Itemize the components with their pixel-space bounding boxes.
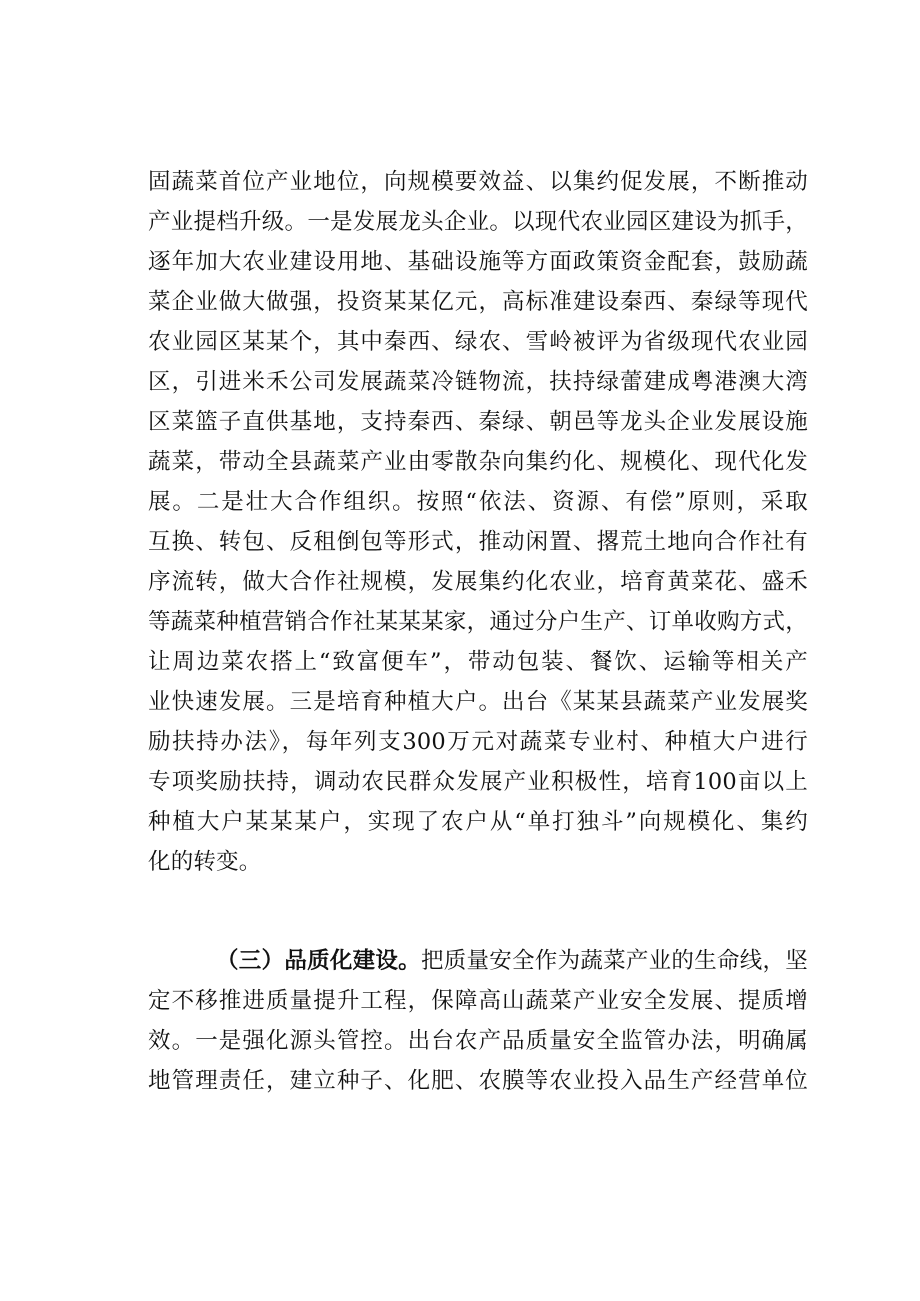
text-line: 等蔬菜种植营销合作社某某某家，通过分户生产、订单收购方式， <box>148 609 808 635</box>
text-line: 固蔬菜首位产业地位，向规模要效益、以集约促发展，不断推动 <box>148 169 808 195</box>
text-line: 逐年加大农业建设用地、基础设施等方面政策资金配套，鼓励蔬 <box>148 249 808 275</box>
text-line: 产业提档升级。一是发展龙头企业。以现代农业园区建设为抓手， <box>148 209 808 235</box>
text-line: 让周边菜农搭上“致富便车”，带动包装、餐饮、运输等相关产 <box>148 649 808 675</box>
section-heading: （三）品质化建设。 <box>216 948 421 974</box>
text-line: 区，引进米禾公司发展蔬菜冷链物流，扶持绿蕾建成粤港澳大湾 <box>148 369 808 395</box>
text-line: 地管理责任，建立种子、化肥、农膜等农业投入品生产经营单位 <box>148 1068 808 1094</box>
text-line: 业快速发展。三是培育种植大户。出台《某某县蔬菜产业发展奖 <box>148 689 808 715</box>
text-line: 区菜篮子直供基地，支持秦西、秦绿、朝邑等龙头企业发展设施 <box>148 409 808 435</box>
text-line: 效。一是强化源头管控。出台农产品质量安全监管办法，明确属 <box>148 1028 808 1054</box>
text-line: 互换、转包、反租倒包等形式，推动闲置、撂荒土地向合作社有 <box>148 529 808 555</box>
text-line: 励扶持办法》，每年列支300万元对蔬菜专业村、种植大户进行 <box>148 729 808 755</box>
text-line: 蔬菜，带动全县蔬菜产业由零散杂向集约化、规模化、现代化发 <box>148 449 808 475</box>
text-line-rest: 把质量安全作为蔬菜产业的生命线，坚 <box>420 948 808 974</box>
text-line: 专项奖励扶持，调动农民群众发展产业积极性，培育100亩以上 <box>148 769 808 795</box>
paragraph-quality-construction <box>148 941 808 1101</box>
text-line: 化的转变。 <box>148 849 262 875</box>
text-line: 定不移推进质量提升工程，保障高山蔬菜产业安全发展、提质增 <box>148 988 808 1014</box>
text-line: 菜企业做大做强，投资某某亿元，高标准建设秦西、秦绿等现代 <box>148 289 808 315</box>
text-line: 种植大户某某某户，实现了农户从“单打独斗”向规模化、集约 <box>148 809 808 835</box>
text-line: 农业园区某某个，其中秦西、绿农、雪岭被评为省级现代农业园 <box>148 329 808 355</box>
paragraph-industry-upgrade <box>148 162 808 882</box>
text-line: 展。二是壮大合作组织。按照“依法、资源、有偿”原则，采取 <box>148 489 808 515</box>
text-line: 序流转，做大合作社规模，发展集约化农业，培育黄菜花、盛禾 <box>148 569 808 595</box>
text-line <box>148 941 808 981</box>
